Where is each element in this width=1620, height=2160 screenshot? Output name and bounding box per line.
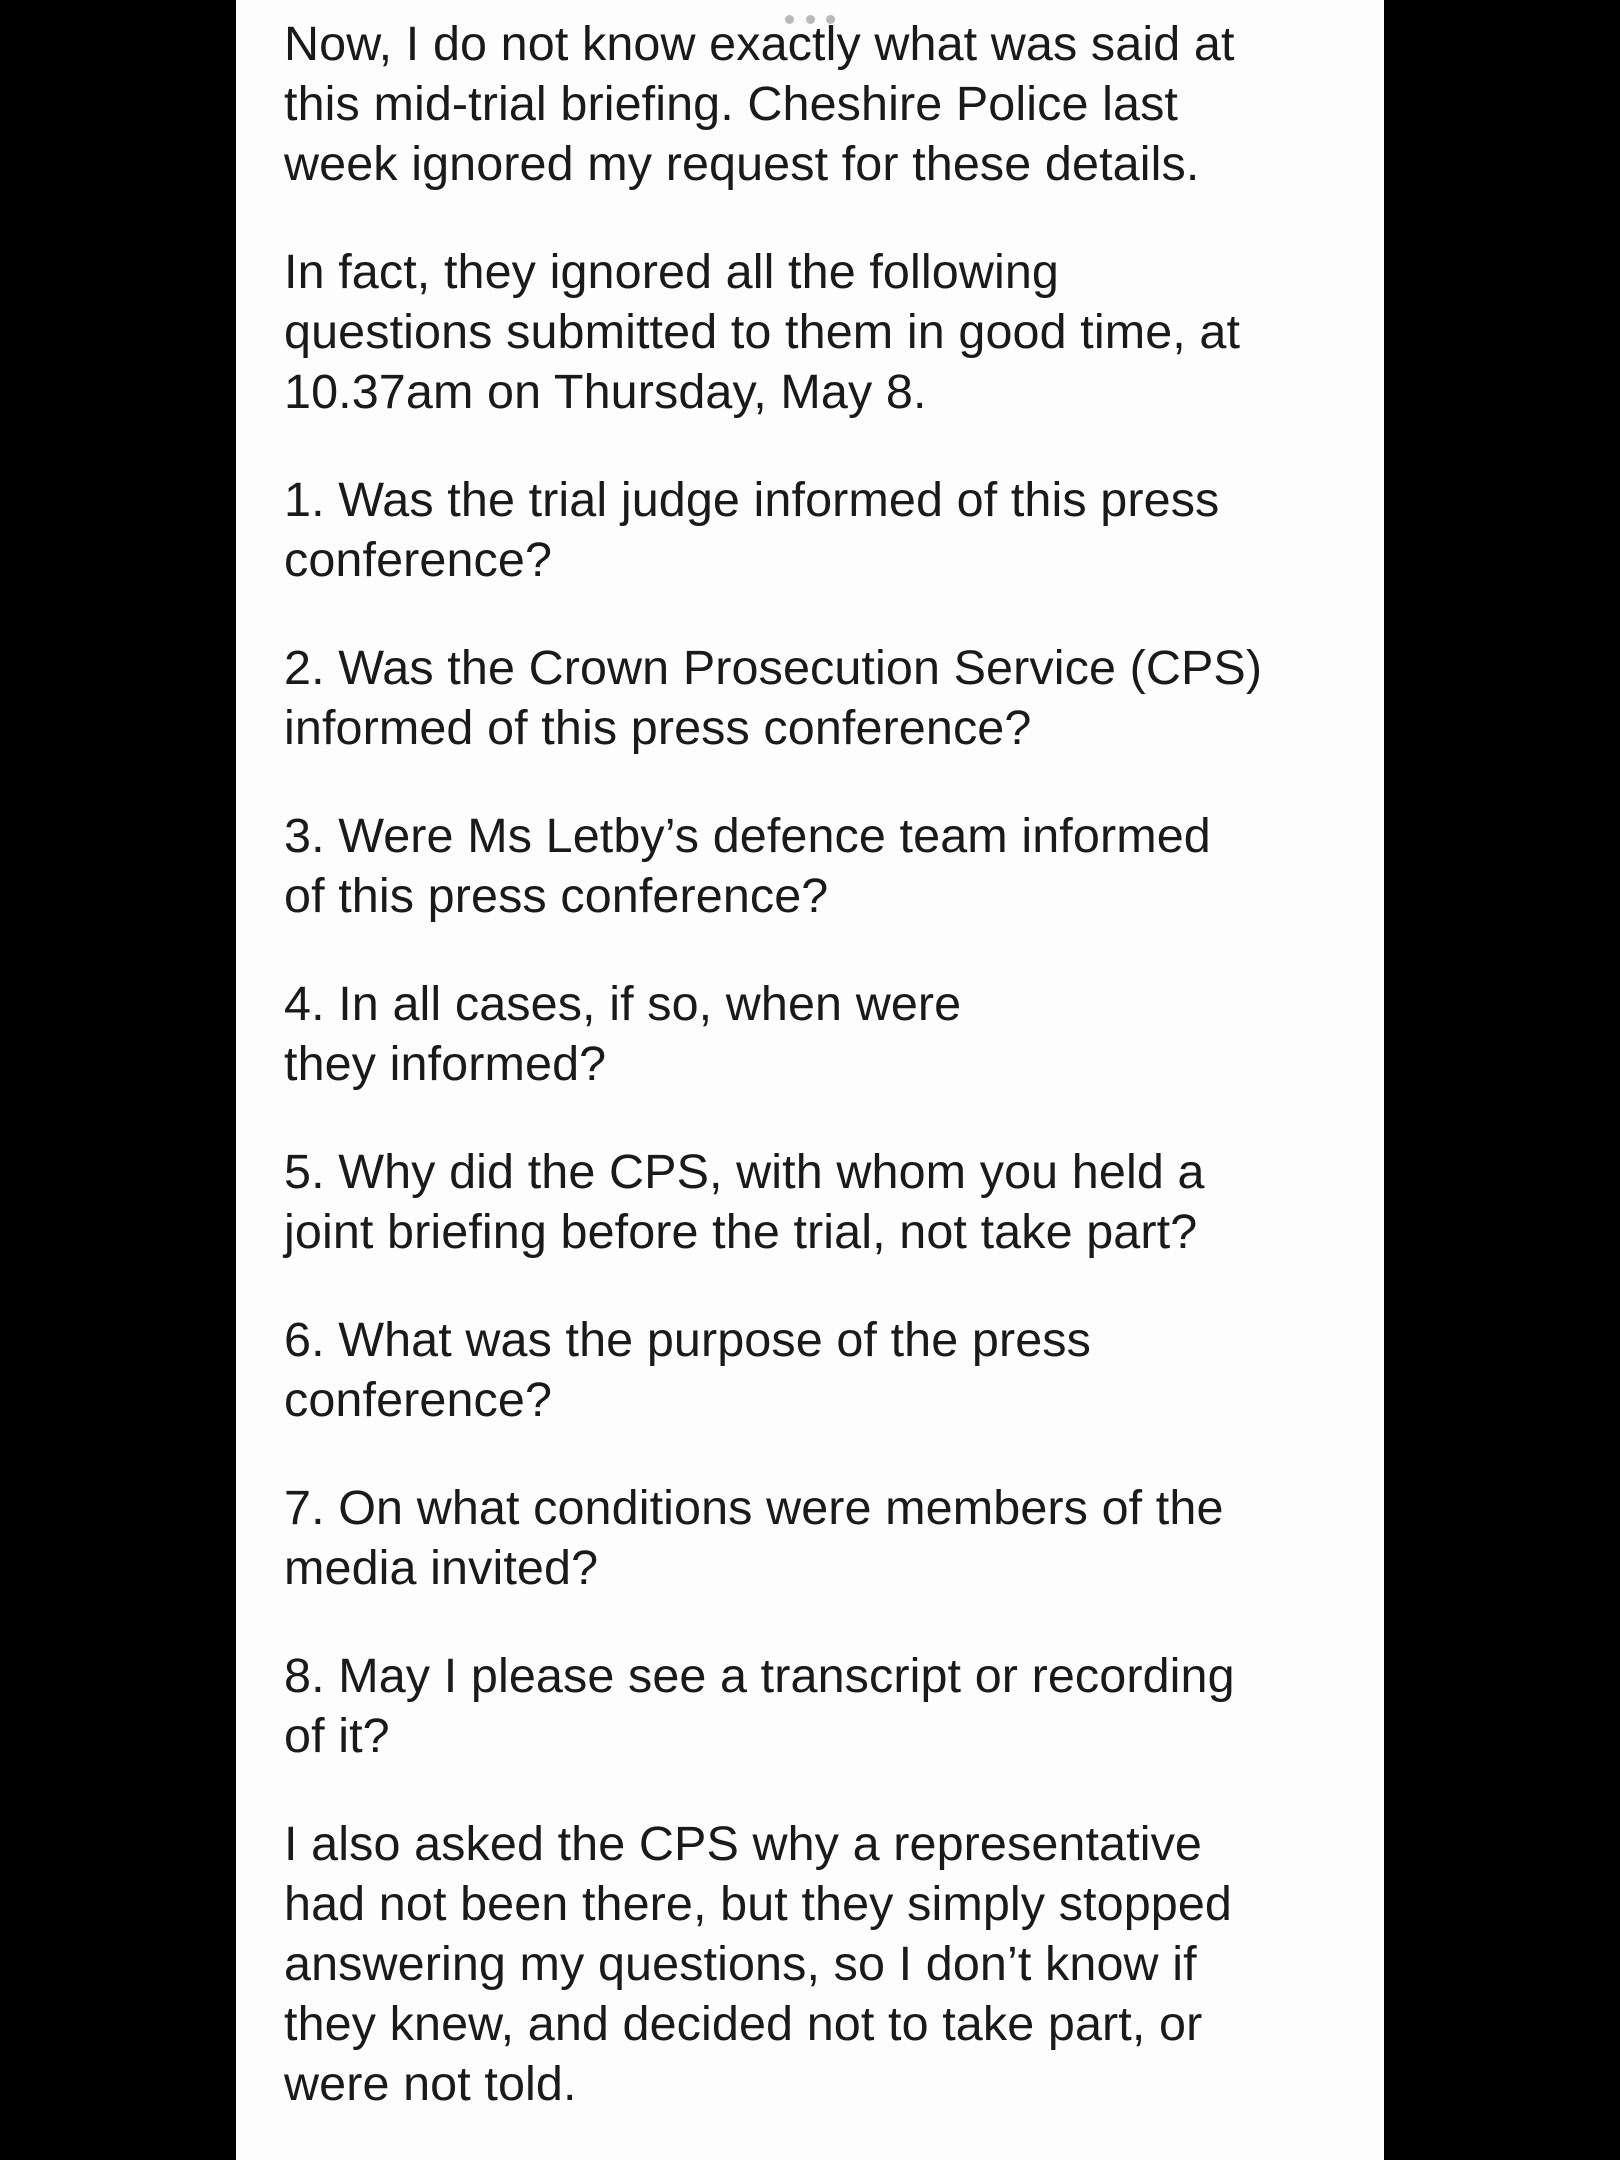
text-line: had not been there, but they simply stopped: [284, 1877, 1232, 1931]
text-line: of this press conference?: [284, 869, 829, 923]
paragraph-cps: [284, 1814, 1374, 2114]
text-line: week ignored my request for these details.: [284, 137, 1200, 191]
text-line: conference?: [284, 1373, 553, 1427]
question-7: [284, 1478, 1374, 1598]
text-line: of it?: [284, 1709, 390, 1763]
text-line: conference?: [284, 533, 553, 587]
text-line: this mid-trial briefing. Cheshire Police last: [284, 77, 1179, 131]
text-line: I also asked the CPS why a representative: [284, 1817, 1202, 1871]
text-line: questions submitted to them in good time, at: [284, 305, 1241, 359]
question-1: [284, 470, 1374, 590]
text-line: 6. What was the purpose of the press: [284, 1313, 1091, 1367]
text-line: 8. May I please see a transcript or recording: [284, 1649, 1235, 1703]
text-line: 4. In all cases, if so, when were: [284, 977, 962, 1031]
text-line: were not told.: [284, 2057, 577, 2111]
text-line: informed of this press conference?: [284, 701, 1032, 755]
question-2: [284, 638, 1374, 758]
text-line: they knew, and decided not to take part, or: [284, 1997, 1203, 2051]
text-line: 3. Were Ms Letby’s defence team informed: [284, 809, 1211, 863]
text-line: joint briefing before the trial, not take part?: [284, 1205, 1198, 1259]
text-line: answering my questions, so I don’t know if: [284, 1937, 1197, 1991]
article-page[interactable]: [236, 0, 1384, 2160]
text-line: 1. Was the trial judge informed of this press: [284, 473, 1220, 527]
question-4: [284, 974, 1374, 1094]
paragraph-intro: [284, 14, 1374, 194]
text-line: 5. Why did the CPS, with whom you held a: [284, 1145, 1205, 1199]
text-line: 10.37am on Thursday, May 8.: [284, 365, 927, 419]
question-5: [284, 1142, 1374, 1262]
paragraph-ignored-questions: [284, 242, 1374, 422]
text-line: media invited?: [284, 1541, 599, 1595]
question-8: [284, 1646, 1374, 1766]
text-line: they informed?: [284, 1037, 607, 1091]
question-3: [284, 806, 1374, 926]
article-body: [284, 14, 1374, 2160]
text-line: Now, I do not know exactly what was said at: [284, 17, 1235, 71]
text-line: In fact, they ignored all the following: [284, 245, 1059, 299]
question-6: [284, 1310, 1374, 1430]
text-line: 7. On what conditions were members of the: [284, 1481, 1224, 1535]
text-line: 2. Was the Crown Prosecution Service (CPS): [284, 641, 1263, 695]
